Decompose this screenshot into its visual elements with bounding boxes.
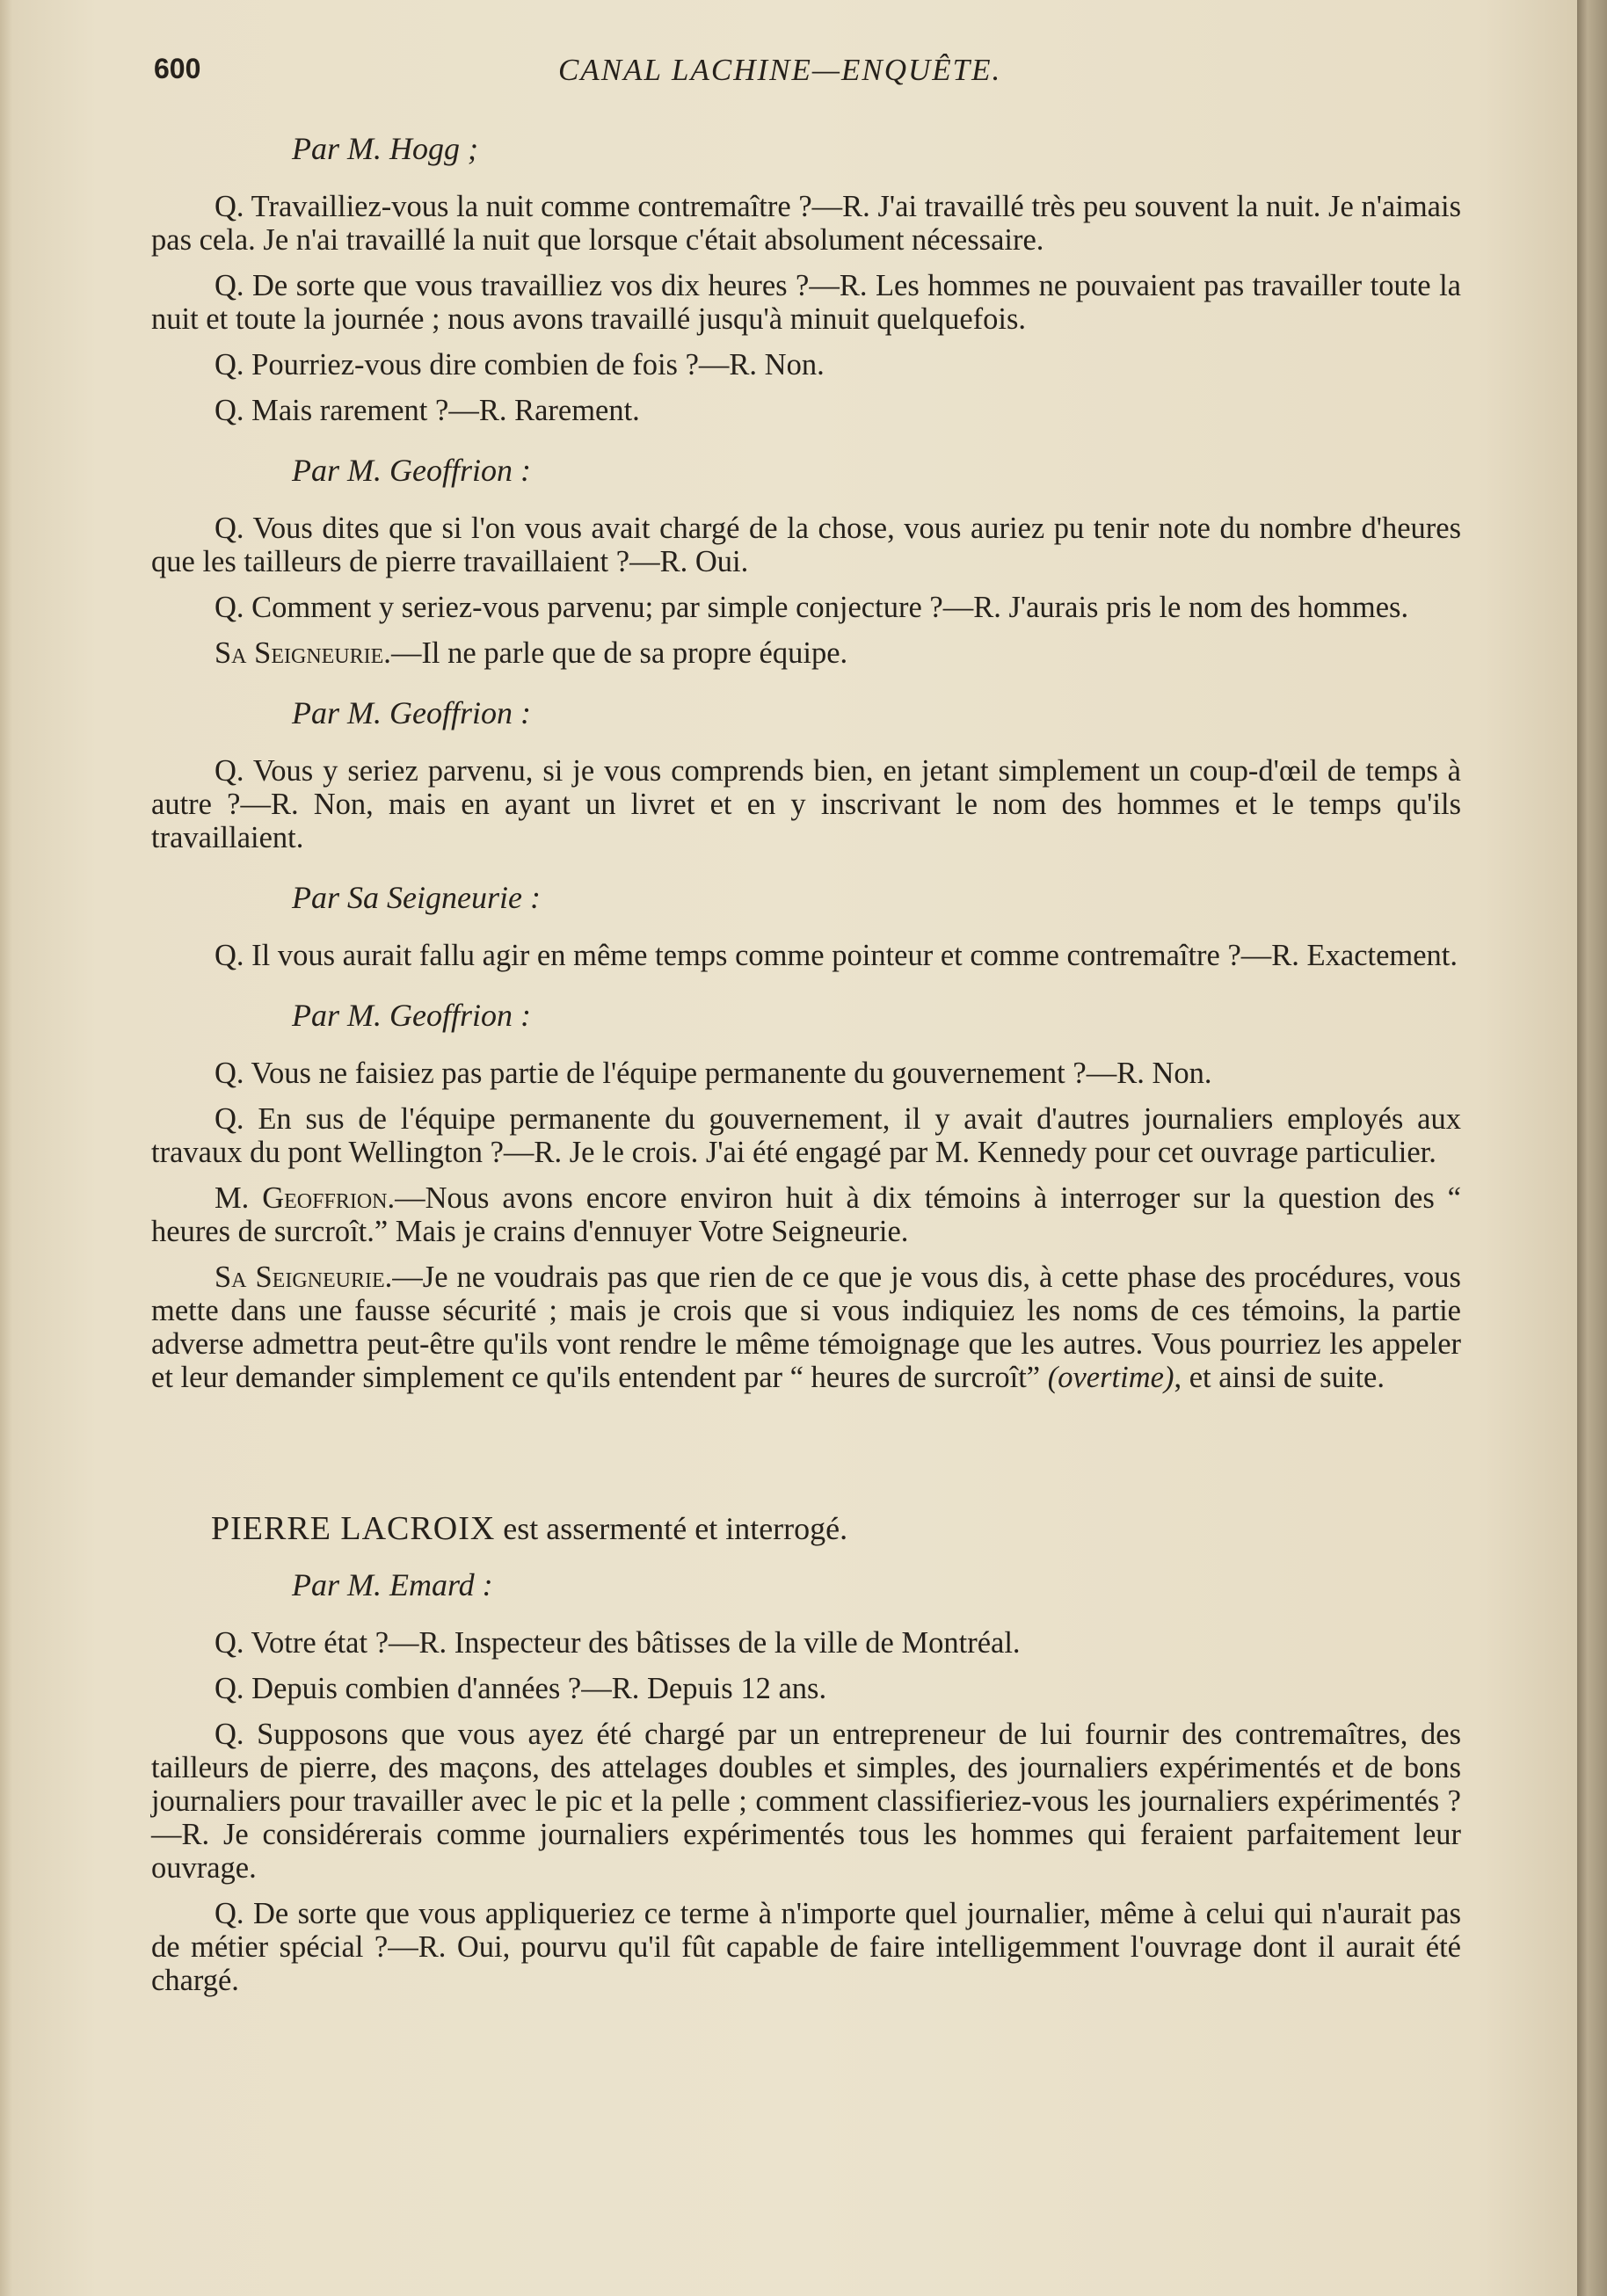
remark-text: —Nous avons encore environ huit à dix témoins à interroger sur la question des “ heures de surcroît.” Mais je crains d'ennuyer Votre Seigneurie.: [151, 1181, 1461, 1248]
qa-paragraph: Q. Supposons que vous ayez été chargé par un entrepreneur de lui fournir des contremaîtres, des tailleurs de pierre, des maçons, des attelages doubles et simples, des journaliers expérimentés et de bons journaliers pour travailler avec le pic et la pelle ; comment classifieriez-vous les journaliers expérimentés ?—R. Je considérerais comme journaliers expérimentés tous les hommes qui feraient parfaitement leur ouvrage.: [151, 1718, 1461, 1885]
remark-italic-term: (overtime): [1047, 1361, 1174, 1394]
witness-intro: [211, 1512, 1461, 1545]
section-gap: [151, 1406, 1461, 1512]
section-heading: Par M. Geoffrion :: [292, 695, 531, 730]
remark-text-end: , et ainsi de suite.: [1174, 1361, 1385, 1394]
running-title: CANAL LACHINE—ENQUÊTE.: [558, 53, 1002, 87]
page-header: [154, 53, 1455, 97]
section-heading: Par Sa Seigneurie :: [292, 880, 541, 915]
qa-paragraph: Q. De sorte que vous travailliez vos dix heures ?—R. Les hommes ne pouvaient pas travailler toute la nuit et toute la journée ; nous avons travaillé jusqu'à minuit quelquefois.: [151, 269, 1461, 336]
qa-paragraph: Q. Vous dites que si l'on vous avait chargé de la chose, vous auriez pu tenir note du nombre d'heures que les tailleurs de pierre travaillaient ?—R. Oui.: [151, 512, 1461, 578]
qa-paragraph: Q. Votre état ?—R. Inspecteur des bâtisses de la ville de Montréal.: [215, 1626, 1021, 1660]
court-remark: [151, 1261, 1461, 1394]
page-body: [151, 132, 1461, 2009]
qa-paragraph: Q. Pourriez-vous dire combien de fois ?—R. Non.: [215, 348, 825, 381]
court-remark: [151, 636, 1461, 670]
section-heading: Par M. Geoffrion :: [292, 453, 531, 488]
witness-name: PIERRE LACROIX: [211, 1510, 496, 1547]
section-heading: Par M. Emard :: [292, 1567, 493, 1602]
qa-paragraph: Q. Vous ne faisiez pas partie de l'équipe permanente du gouvernement ?—R. Non.: [215, 1057, 1212, 1090]
page-gutter-shadow: [0, 0, 12, 2296]
witness-intro-text: est assermenté et interrogé.: [495, 1511, 848, 1546]
qa-paragraph: Q. Mais rarement ?—R. Rarement.: [215, 394, 640, 427]
qa-paragraph: Q. De sorte que vous appliqueriez ce terme à n'importe quel journalier, même à celui qui n'aurait pas de métier spécial ?—R. Oui, pourvu qu'il fût capable de faire intelligemment l'ouvrage dont il aurait été chargé.: [151, 1897, 1461, 1997]
qa-paragraph: Q. Depuis combien d'années ?—R. Depuis 12 ans.: [215, 1672, 827, 1705]
remark-speaker: Sa Seigneurie.: [215, 636, 391, 670]
remark-text: —Je ne voudrais pas que rien de ce que je vous dis, à cette phase des procédures, vous mette dans une fausse sécurité ; mais je crois que si vous indiquiez les noms de ces témoins, la partie adverse admettra peut-être qu'ils vont rendre le même témoignage que les autres. Vous pourriez les appeler et leur demander simplement ce qu'ils entendent par “ heures de surcroît”: [151, 1261, 1461, 1394]
counsel-remark: [151, 1181, 1461, 1248]
qa-paragraph: Q. En sus de l'équipe permanente du gouvernement, il y avait d'autres journaliers employés aux travaux du pont Wellington ?—R. Je le crois. J'ai été engagé par M. Kennedy pour cet ouvrage particulier.: [151, 1102, 1461, 1169]
section-heading: Par M. Geoffrion :: [292, 998, 531, 1033]
qa-paragraph: Q. Il vous aurait fallu agir en même temps comme pointeur et comme contremaître ?—R. Exactement.: [215, 939, 1458, 972]
remark-speaker: M. Geoffrion.: [215, 1181, 396, 1215]
remark-text: —Il ne parle que de sa propre équipe.: [390, 636, 848, 670]
qa-paragraph: Q. Vous y seriez parvenu, si je vous comprends bien, en jetant simplement un coup-d'œil de temps à autre ?—R. Non, mais en ayant un livret et en y inscrivant le nom des hommes et le temps qu'ils travaillaient.: [151, 754, 1461, 854]
section-heading: Par M. Hogg ;: [292, 131, 478, 166]
remark-speaker: Sa Seigneurie.: [215, 1261, 393, 1294]
book-edge: [1577, 0, 1607, 2296]
qa-paragraph: Q. Comment y seriez-vous parvenu; par simple conjecture ?—R. J'aurais pris le nom des hommes.: [215, 591, 1409, 624]
page-number: 600: [154, 53, 201, 84]
qa-paragraph: Q. Travailliez-vous la nuit comme contremaître ?—R. J'ai travaillé très peu souvent la nuit. Je n'aimais pas cela. Je n'ai travaillé la nuit que lorsque c'était absolument nécessaire.: [151, 190, 1461, 257]
